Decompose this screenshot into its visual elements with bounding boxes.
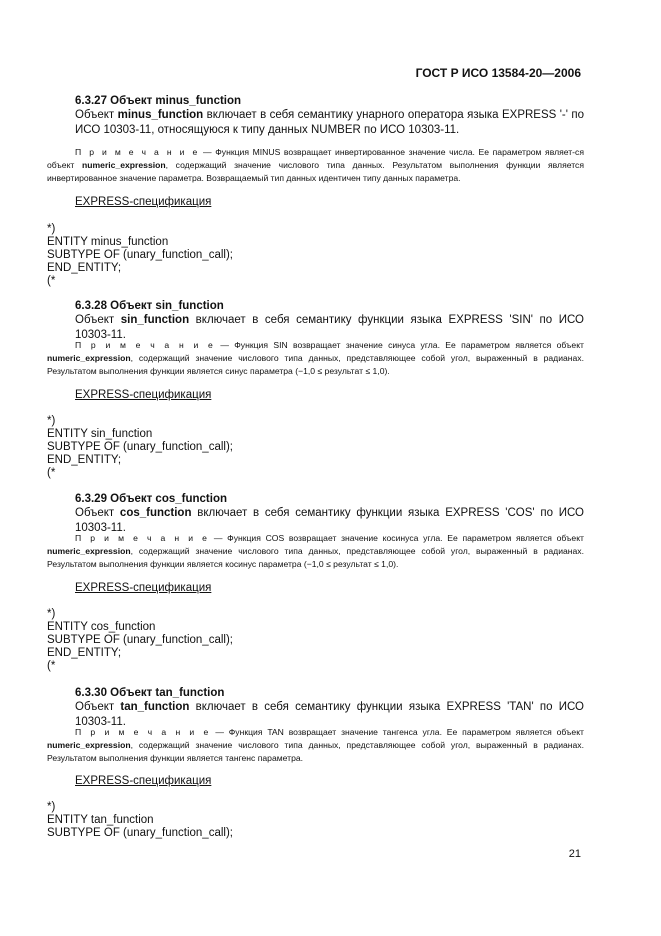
note-paragraph: [47, 146, 584, 185]
body-text: Объект: [75, 507, 120, 519]
entity-name: sin_function: [120, 314, 190, 326]
note-paragraph: [47, 532, 584, 571]
body-text: включает в себя семантику унарного оператора языка EXPRESS '-' по ИСО 10303-11, относящуюся к типу данных NUMBER по ИСО 10303-11.: [75, 109, 584, 136]
note-paragraph: [47, 339, 584, 378]
code-line: SUBTYPE OF (unary_function_call);: [47, 634, 233, 646]
code-line: *): [47, 415, 56, 427]
code-line: SUBTYPE OF (unary_function_call);: [47, 249, 233, 261]
code-line: *): [47, 801, 56, 813]
code-line: (*: [47, 275, 56, 287]
note-text: — Функция TAN возвращает значение тангенса угла. Ее параметром является объект: [210, 727, 584, 737]
code-line: *): [47, 608, 56, 620]
section-body: [47, 108, 584, 138]
parameter-name: numeric_expression: [82, 160, 166, 170]
express-spec-label: EXPRESS-спецификация: [75, 582, 212, 594]
code-line: (*: [47, 660, 56, 672]
entity-name: tan_function: [120, 701, 190, 713]
code-line: END_ENTITY;: [47, 262, 122, 274]
body-text: Объект: [75, 109, 118, 121]
code-line: END_ENTITY;: [47, 454, 122, 466]
note-text: , содержащий значение числового типа данных, представляющее собой угол, выраженный в радианах. Результатом выполнения функции является синус параметра (−1,0 ≤ результат ≤ 1,0).: [47, 353, 584, 376]
code-block: [47, 415, 233, 480]
code-block: [47, 608, 233, 673]
entity-name: cos_function: [119, 507, 192, 519]
note-label: П р и м е ч а н и е: [75, 340, 215, 350]
code-line: ENTITY cos_function: [47, 621, 156, 633]
code-line: ENTITY tan_function: [47, 814, 154, 826]
code-line: ENTITY minus_function: [47, 236, 169, 248]
code-line: END_ENTITY;: [47, 647, 122, 659]
code-block: [47, 801, 233, 840]
express-spec-label: EXPRESS-спецификация: [75, 389, 212, 401]
parameter-name: numeric_expression: [47, 740, 131, 750]
note-text: — Функция SIN возвращает значение синуса угла. Ее параметром является объект: [214, 340, 584, 350]
code-line: (*: [47, 467, 56, 479]
entity-name: minus_function: [117, 109, 204, 121]
document-header: ГОСТ Р ИСО 13584-20—2006: [415, 66, 581, 80]
note-label: П р и м е ч а н и е: [75, 533, 210, 543]
body-text: включает в себя семантику функции языка EXPRESS 'SIN' по ИСО 10303-11.: [75, 314, 584, 341]
express-spec-label: EXPRESS-спецификация: [75, 196, 212, 208]
code-line: ENTITY sin_function: [47, 428, 153, 440]
note-text: — Функция COS возвращает значение косинуса угла. Ее параметром является объект: [209, 533, 584, 543]
section-heading: 6.3.27 Объект minus_function: [75, 95, 242, 107]
section-heading: 6.3.28 Объект sin_function: [75, 300, 224, 312]
section-heading: 6.3.30 Объект tan_function: [75, 687, 225, 699]
code-line: *): [47, 223, 56, 235]
note-label: П р и м е ч а н и е: [75, 727, 211, 737]
parameter-name: numeric_expression: [47, 353, 131, 363]
body-text: Объект: [75, 314, 121, 326]
section-heading: 6.3.29 Объект cos_function: [75, 493, 227, 505]
express-spec-label: EXPRESS-спецификация: [75, 775, 212, 787]
note-text: , содержащий значение числового типа данных, представляющее собой угол, выраженный в радианах. Результатом выполнения функции является тангенс параметра.: [47, 740, 584, 763]
note-text: , содержащий значение числового типа данных. Результатом выполнения функции является инвертированное значение параметра. Возвращаемый тип данных идентичен типу данных параметра.: [47, 160, 585, 183]
body-text: включает в себя семантику функции языка EXPRESS 'COS' по ИСО 10303-11.: [75, 507, 584, 534]
code-line: SUBTYPE OF (unary_function_call);: [47, 441, 233, 453]
body-text: Объект: [75, 701, 121, 713]
body-text: включает в себя семантику функции языка EXPRESS 'TAN' по ИСО 10303-11.: [75, 701, 585, 728]
parameter-name: numeric_expression: [47, 546, 131, 556]
note-text: , содержащий значение числового типа данных, представляющее собой угол, выраженный в радианах. Результатом выполнения функции является косинус параметра (−1,0 ≤ результат ≤ 1,0).: [47, 546, 584, 569]
note-text: — Функция MINUS возвращает инвертированное значение числа. Ее параметром являет-ся объект: [47, 147, 584, 170]
page-number: 21: [568, 848, 581, 860]
note-label: П р и м е ч а н и е: [75, 147, 200, 157]
note-paragraph: [47, 726, 584, 765]
code-block: [47, 223, 233, 288]
code-line: SUBTYPE OF (unary_function_call);: [47, 827, 233, 839]
